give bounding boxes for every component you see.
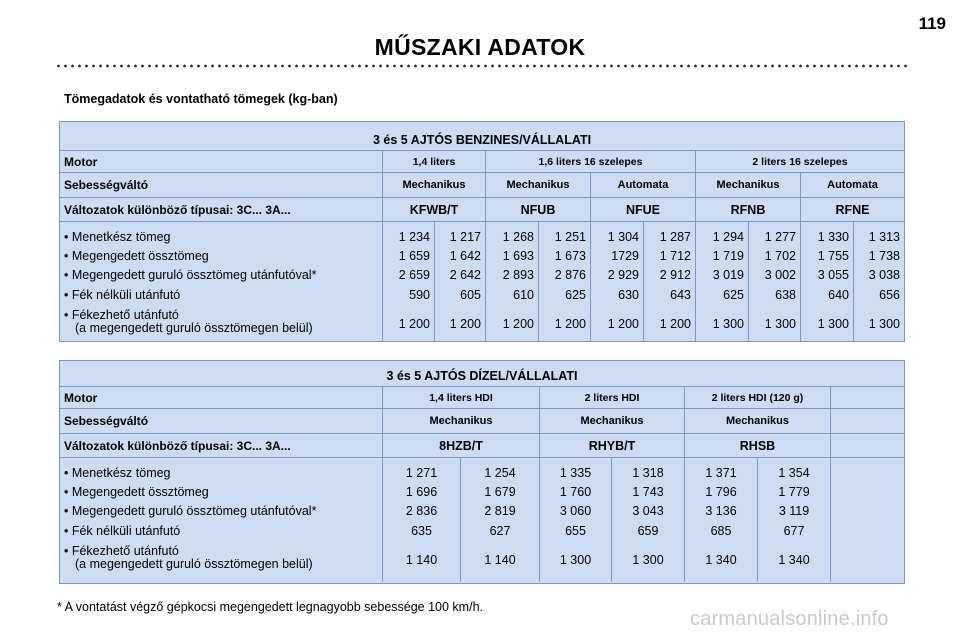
page-title: MŰSZAKI ADATOK [374,34,586,60]
variants-label: Változatok különböző típusai: 3C... 3A... [64,438,291,453]
value-cell: 1 719 [712,249,744,264]
value-cell: 3 038 [868,268,900,283]
row-label-note: (a megengedett guruló össztömegen belül) [75,320,313,335]
value-cell: 1 268 [502,230,534,244]
variant-code: RFNB [695,198,800,221]
value-column [757,458,830,582]
diesel-gearbox-row [60,409,904,434]
value-cell: 1 300 [712,316,744,331]
value-cell: 1 696 [405,485,438,500]
variant-code: RHYB/T [539,434,684,457]
value-column [684,458,757,582]
value-cell: 1 340 [705,552,737,567]
engine-header: 2 liters HDI [539,387,684,408]
gearbox-header: Automata [590,173,695,197]
footnote: * A vontatást végző gépkocsi megengedett legnagyobb sebessége 100 km/h. [57,600,483,614]
value-column [434,222,485,341]
row-label: • Fékezhető utánfutó [64,307,179,322]
petrol-gearbox-row [60,173,904,198]
value-cell: 1 254 [484,466,516,480]
value-cell: 625 [723,287,744,302]
watermark: carmanualsonline.info [690,608,889,630]
value-cell: 1 335 [559,466,592,480]
value-cell: 656 [879,287,900,302]
value-cell: 1 693 [502,249,534,264]
row-label: • Fék nélküli utánfutó [64,287,181,302]
value-cell: 1 287 [659,230,691,244]
value-cell: 1 300 [764,316,796,331]
value-cell: 1 304 [607,230,639,244]
row-label: • Megengedett össztömeg [64,485,209,500]
value-cell: 3 002 [764,268,796,283]
value-cell: 2 836 [405,504,438,519]
value-cell: 1 294 [712,230,744,244]
row-label-note: (a megengedett guruló össztömegen belül) [75,556,313,571]
value-cell: 659 [637,523,659,538]
value-cell: 1 313 [868,230,900,244]
value-cell: 1729 [611,249,639,264]
value-cell: 2 876 [554,268,586,283]
value-cell: 1 340 [778,552,810,567]
value-cell: 1 755 [817,249,849,264]
value-cell: 1 251 [554,230,586,244]
engine-header: 2 liters 16 szelepes [695,151,904,172]
variant-code: RHSB [684,434,830,457]
dotted-divider [55,64,910,68]
value-cell: 3 119 [778,504,810,519]
value-column [538,222,590,341]
gearbox-header: Automata [800,173,904,197]
diesel-motor-row [60,387,904,409]
value-cell: 1 140 [484,552,516,567]
value-cell: 1 234 [398,230,430,244]
value-cell: 3 060 [559,504,592,519]
row-label: • Menetkész tömeg [64,466,171,480]
value-cell: 2 659 [398,268,430,283]
value-cell: 630 [618,287,639,302]
gearbox-header: Mechanikus [695,173,800,197]
value-cell: 1 200 [449,316,481,331]
value-column [382,222,434,341]
value-cell: 1 200 [659,316,691,331]
value-cell: 3 136 [705,504,737,519]
value-cell: 627 [489,523,511,538]
variant-code: RFNE [800,198,904,221]
value-cell: 1 277 [764,230,796,244]
variants-label: Változatok különböző típusai: 3C... 3A... [64,202,291,217]
value-cell: 643 [670,287,691,302]
gearbox-label: Sebességváltó [64,178,149,192]
value-cell: 2 893 [502,268,534,283]
gearbox-label: Sebességváltó [64,414,149,428]
gearbox-header: Mechanikus [539,409,684,433]
value-cell: 605 [460,287,481,302]
value-cell: 638 [775,287,796,302]
row-labels [60,222,382,341]
value-column [485,222,538,341]
value-cell: 1 659 [398,249,430,264]
diesel-weights-table [59,360,905,584]
value-cell: 635 [411,523,432,538]
value-cell: 2 929 [607,268,639,283]
value-cell: 2 912 [659,268,691,283]
value-cell: 1 354 [778,466,810,480]
value-cell: 1 743 [632,485,664,500]
value-cell: 685 [710,523,732,538]
value-cell: 1 318 [632,466,664,480]
value-cell: 1 779 [778,485,810,500]
value-column [539,458,611,582]
value-cell: 1 300 [632,552,664,567]
value-cell: 655 [565,523,586,538]
variant-code: KFWB/T [382,198,485,221]
value-cell: 640 [828,287,849,302]
section-subtitle: Tömegadatok és vontatható tömegek (kg-ban) [64,92,338,106]
value-cell: 625 [565,287,586,302]
variant-code: 8HZB/T [382,434,539,457]
value-column [800,222,853,341]
value-cell: 3 043 [632,504,664,519]
engine-header: 2 liters HDI (120 g) [684,387,830,408]
diesel-values-body [60,458,904,582]
motor-label: Motor [64,154,98,169]
gearbox-header: Mechanikus [382,173,485,197]
value-cell: 1 738 [868,249,900,264]
value-cell: 1 371 [705,466,737,480]
value-cell: 1 679 [484,485,516,500]
row-label: • Menetkész tömeg [64,230,171,244]
empty-header-cell [830,409,904,433]
motor-label: Motor [64,390,98,405]
value-cell: 3 019 [712,268,744,283]
engine-header: 1,6 liters 16 szelepes [485,151,695,172]
value-cell: 590 [409,287,430,302]
value-cell: 1 217 [449,230,481,244]
variant-code: NFUE [590,198,695,221]
variant-code: NFUB [485,198,590,221]
petrol-section-title: 3 és 5 AJTÓS BENZINES/VÁLLALATI [60,122,904,151]
row-label: • Fékezhető utánfutó [64,543,179,558]
page-number: 119 [918,14,946,33]
engine-header: 1,4 liters [382,151,485,172]
value-cell: 610 [513,287,534,302]
value-cell: 1 300 [868,316,900,331]
value-cell: 677 [783,523,805,538]
row-label: • Megengedett össztömeg [64,249,209,264]
value-cell: 3 055 [817,268,849,283]
value-cell: 1 271 [405,466,438,480]
diesel-variants-row [60,434,904,458]
value-cell: 2 819 [484,504,516,519]
value-cell: 1 642 [449,249,481,264]
value-cell: 1 140 [405,552,438,567]
row-label: • Fék nélküli utánfutó [64,523,181,538]
value-cell: 1 330 [817,230,849,244]
value-cell: 1 200 [398,316,430,331]
value-cell: 1 200 [554,316,586,331]
value-cell: 2 642 [449,268,481,283]
value-column [853,222,904,341]
empty-header-cell [830,387,904,408]
petrol-values-body [60,222,904,341]
value-cell: 1 200 [607,316,639,331]
petrol-motor-row [60,151,904,173]
value-column [695,222,748,341]
value-cell: 1 796 [705,485,737,500]
value-cell: 1 300 [559,552,592,567]
value-cell: 1 712 [659,249,691,264]
row-label: • Megengedett guruló össztömeg utánfutóval* [64,504,317,519]
gearbox-header: Mechanikus [382,409,539,433]
value-column [590,222,643,341]
value-column [382,458,460,582]
row-labels [60,458,382,582]
gearbox-header: Mechanikus [684,409,830,433]
gearbox-header: Mechanikus [485,173,590,197]
value-column [460,458,539,582]
petrol-weights-table [59,121,905,342]
empty-value-column [830,458,904,582]
value-cell: 1 760 [559,485,592,500]
empty-header-cell [830,434,904,457]
value-cell: 1 200 [502,316,534,331]
value-column [643,222,695,341]
diesel-section-title: 3 és 5 AJTÓS DÍZEL/VÁLLALATI [60,361,904,387]
engine-header: 1,4 liters HDI [382,387,539,408]
petrol-variants-row [60,198,904,222]
value-column [611,458,684,582]
value-column [748,222,800,341]
row-label: • Megengedett guruló össztömeg utánfutóval* [64,268,317,283]
value-cell: 1 702 [764,249,796,264]
value-cell: 1 673 [554,249,586,264]
value-cell: 1 300 [817,316,849,331]
